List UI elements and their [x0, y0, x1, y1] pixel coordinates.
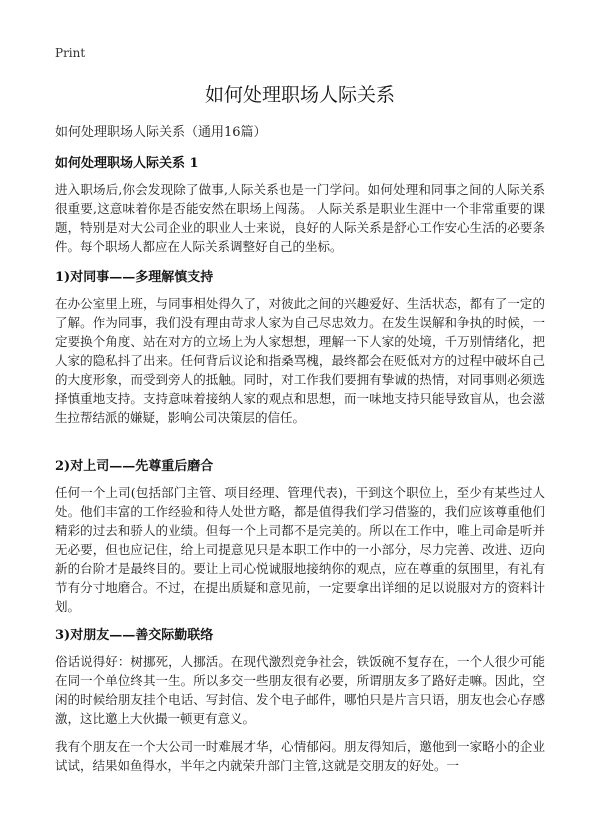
- document-title: 如何处理职场人际关系: [204, 84, 395, 106]
- heading-colleagues: 1)对同事——多理解慎支持: [55, 270, 214, 285]
- heading-friends: 3)对朋友——善交际勤联络: [55, 628, 214, 643]
- section-heading: 如何处理职场人际关系 1: [55, 156, 199, 171]
- print-label[interactable]: Print: [55, 46, 86, 60]
- paragraph-friends: 俗话说得好：树挪死，人挪活。在现代激烈竞争社会，铁饭碗不复存在，一个人很少可能在同一个单位终其一生。所以多交一些朋友很有必要，所谓朋友多了路好走嘛。因此，空闲的时候给朋友挂个电话、写封信、发个电子邮件，哪怕只是片言只语，朋友也会心存感激，这比邀上大伙撮一顿更有意义。: [55, 654, 545, 726]
- closing-paragraph: 我有个朋友在一个大公司一时难展才华，心情郁闷。朋友得知后，邀他到一家略小的企业试试，结果如鱼得水，半年之内就荣升部门主管,这就是交朋友的好处。一: [55, 739, 545, 773]
- intro-paragraph: 进入职场后,你会发现除了做事,人际关系也是一门学问。如何处理和同事之间的人际关系很重要,这意味着你是否能安然在职场上闯荡。 人际关系是职业生涯中一个非常重要的课题，特别是对大公司企业的职业人士来说，良好的人际关系是舒心工作安心生活的必要条件。每个职场人都应在人际关系调整好自己的坐标。: [55, 182, 545, 254]
- heading-superiors: 2)对上司——先尊重后磨合: [55, 459, 214, 474]
- paragraph-colleagues: 在办公室里上班，与同事相处得久了，对彼此之间的兴趣爱好、生活状态，都有了一定的了解。作为同事，我们没有理由苛求人家为自己尽忠效力。在发生误解和争执的时候，一定要换个角度、站在对方的立场上为人家想想，理解一下人家的处境，千万别情绪化，把人家的隐私抖了出来。任何背后议论和指桑骂槐，最终都会在贬低对方的过程中破坏自己的大度形象，而受到旁人的抵触。同时，对工作我们要拥有挚诚的热情，对同事则必须选择慎重地支持。支持意味着接纳人家的观点和思想，而一味地支持只能导致盲从，也会滋生拉帮结派的嫌疑，影响公司决策层的信任。: [55, 296, 545, 425]
- document-subtitle: 如何处理职场人际关系（通用16篇）: [55, 125, 267, 140]
- paragraph-superiors: 任何一个上司(包括部门主管、项目经理、管理代表)，干到这个职位上，至少有某些过人处。他们丰富的工作经验和待人处世方略，都是值得我们学习借鉴的，我们应该尊重他们精彩的过去和骄人的业绩。但每一个上司都不是完美的。所以在工作中，唯上司命是听并无必要，但也应记住，给上司提意见只是本职工作中的一小部分，尽力完善、改进、迈向新的台阶才是最终目的。要让上司心悦诚服地接纳你的观点，应在尊重的氛围里，有礼有节有分寸地磨合。不过，在提出质疑和意见前，一定要拿出详细的足以说服对方的资料计划。: [55, 485, 545, 614]
